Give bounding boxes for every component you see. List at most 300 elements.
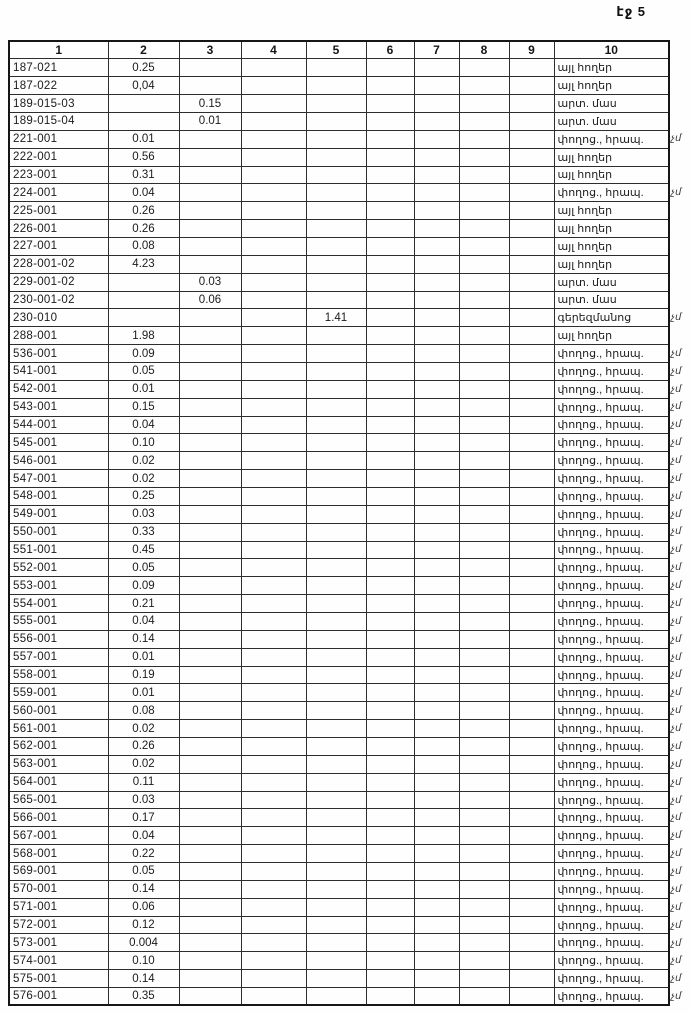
cell-col3 <box>179 970 241 988</box>
cell-col9 <box>509 95 554 113</box>
cell-col6 <box>366 362 414 380</box>
cell-col4 <box>241 827 306 845</box>
table-row <box>9 541 669 559</box>
cell-col8 <box>459 202 509 220</box>
cell-col4 <box>241 345 306 363</box>
cell-col9 <box>509 934 554 952</box>
cell-col2: 0.01 <box>108 130 179 148</box>
cell-col1: 568-001 <box>9 845 108 863</box>
table-row <box>9 237 669 255</box>
cell-col2: 0.09 <box>108 345 179 363</box>
cell-col7 <box>414 523 459 541</box>
cell-col4 <box>241 237 306 255</box>
cell-col3 <box>179 452 241 470</box>
cell-col2: 0.35 <box>108 988 179 1006</box>
cell-col2: 0.25 <box>108 487 179 505</box>
cell-col6 <box>366 898 414 916</box>
cell-col2: 0.08 <box>108 702 179 720</box>
cell-col2: 0.02 <box>108 470 179 488</box>
cell-col8 <box>459 237 509 255</box>
cell-col7 <box>414 202 459 220</box>
cell-col4 <box>241 684 306 702</box>
table-row <box>9 738 669 756</box>
handwritten-margin-note: չմ <box>671 848 682 860</box>
cell-col6 <box>366 59 414 77</box>
table-row <box>9 970 669 988</box>
handwritten-margin-note: չմ <box>671 723 682 735</box>
handwritten-margin-note: չմ <box>671 401 682 413</box>
cell-col8 <box>459 916 509 934</box>
cell-col9 <box>509 166 554 184</box>
table-row <box>9 130 669 148</box>
cell-col2: 0.33 <box>108 523 179 541</box>
cell-col8 <box>459 59 509 77</box>
cell-col4 <box>241 738 306 756</box>
cell-col2: 0.05 <box>108 863 179 881</box>
cell-col7 <box>414 898 459 916</box>
cell-col8 <box>459 345 509 363</box>
cell-col3 <box>179 327 241 345</box>
cell-col4 <box>241 702 306 720</box>
handwritten-margin-note: չմ <box>671 669 682 681</box>
cell-col2: 0.14 <box>108 970 179 988</box>
cell-col5 <box>306 130 366 148</box>
cell-col2: 0.02 <box>108 720 179 738</box>
cell-col3 <box>179 666 241 684</box>
cell-col5 <box>306 380 366 398</box>
cell-col5 <box>306 523 366 541</box>
table-row <box>9 863 669 881</box>
table-row <box>9 380 669 398</box>
cell-col5 <box>306 505 366 523</box>
cell-col7 <box>414 95 459 113</box>
cell-col7 <box>414 934 459 952</box>
cell-col8 <box>459 684 509 702</box>
cell-col3: 0.01 <box>179 112 241 130</box>
cell-col1: 227-001 <box>9 237 108 255</box>
table-row <box>9 809 669 827</box>
cell-col10: փողոց., հրապ. <box>554 130 669 148</box>
cell-col7 <box>414 59 459 77</box>
cell-col10: արտ. մաս <box>554 291 669 309</box>
cell-col1: 561-001 <box>9 720 108 738</box>
cell-col2: 0.15 <box>108 398 179 416</box>
cell-col5 <box>306 202 366 220</box>
cell-col2 <box>108 273 179 291</box>
cell-col5 <box>306 487 366 505</box>
cell-col6 <box>366 345 414 363</box>
table-row <box>9 291 669 309</box>
cell-col5 <box>306 916 366 934</box>
cell-col10: փողոց., հրապ. <box>554 559 669 577</box>
cell-col2: 0.12 <box>108 916 179 934</box>
cell-col4 <box>241 880 306 898</box>
cell-col6 <box>366 148 414 166</box>
cell-col9 <box>509 809 554 827</box>
cell-col9 <box>509 559 554 577</box>
cell-col3 <box>179 487 241 505</box>
cell-col2 <box>108 112 179 130</box>
cell-col8 <box>459 77 509 95</box>
handwritten-margin-note: չմ <box>671 919 682 931</box>
cell-col6 <box>366 559 414 577</box>
cell-col9 <box>509 362 554 380</box>
handwritten-margin-note: չմ <box>671 347 682 359</box>
page-number-label: էջ 5 <box>616 4 646 19</box>
cell-col9 <box>509 666 554 684</box>
cell-col9 <box>509 684 554 702</box>
cell-col8 <box>459 773 509 791</box>
cell-col1: 552-001 <box>9 559 108 577</box>
cell-col8 <box>459 738 509 756</box>
cell-col10: փողոց., հրապ. <box>554 791 669 809</box>
cell-col4 <box>241 988 306 1006</box>
cell-col2: 0.01 <box>108 380 179 398</box>
cell-col4 <box>241 613 306 631</box>
cell-col3: 0.06 <box>179 291 241 309</box>
cell-col5 <box>306 112 366 130</box>
cell-col7 <box>414 148 459 166</box>
cell-col9 <box>509 327 554 345</box>
cell-col6 <box>366 755 414 773</box>
cell-col6 <box>366 952 414 970</box>
cell-col8 <box>459 666 509 684</box>
cell-col10: փողոց., հրապ. <box>554 362 669 380</box>
cell-col7 <box>414 166 459 184</box>
handwritten-margin-note: չմ <box>671 758 682 770</box>
cell-col9 <box>509 773 554 791</box>
cell-col10: փողոց., հրապ. <box>554 541 669 559</box>
cell-col1: 549-001 <box>9 505 108 523</box>
cell-col10: փողոց., հրապ. <box>554 452 669 470</box>
cell-col1: 541-001 <box>9 362 108 380</box>
cell-col3 <box>179 952 241 970</box>
cell-col4 <box>241 309 306 327</box>
cell-col5 <box>306 470 366 488</box>
cell-col2: 0.09 <box>108 577 179 595</box>
cell-col1: 571-001 <box>9 898 108 916</box>
cell-col3 <box>179 202 241 220</box>
cell-col9 <box>509 702 554 720</box>
cell-col6 <box>366 327 414 345</box>
cell-col2: 0.26 <box>108 738 179 756</box>
cell-col8 <box>459 380 509 398</box>
cell-col8 <box>459 130 509 148</box>
cell-col10: այլ հողեր <box>554 77 669 95</box>
cell-col4 <box>241 380 306 398</box>
cell-col7 <box>414 720 459 738</box>
cell-col5 <box>306 827 366 845</box>
cell-col10: արտ. մաս <box>554 273 669 291</box>
cell-col5 <box>306 452 366 470</box>
cell-col7 <box>414 77 459 95</box>
cell-col2: 0.14 <box>108 630 179 648</box>
handwritten-margin-note: չմ <box>671 705 682 717</box>
cell-col4 <box>241 452 306 470</box>
cell-col10: փողոց., հրապ. <box>554 809 669 827</box>
cell-col6 <box>366 577 414 595</box>
cell-col5 <box>306 613 366 631</box>
cell-col4 <box>241 666 306 684</box>
cell-col1: 550-001 <box>9 523 108 541</box>
cell-col9 <box>509 720 554 738</box>
cell-col7 <box>414 380 459 398</box>
cell-col1: 553-001 <box>9 577 108 595</box>
cell-col7 <box>414 702 459 720</box>
cell-col8 <box>459 827 509 845</box>
column-header-6: 6 <box>366 41 414 59</box>
cell-col8 <box>459 327 509 345</box>
cell-col8 <box>459 613 509 631</box>
cell-col4 <box>241 648 306 666</box>
cell-col6 <box>366 95 414 113</box>
cell-col8 <box>459 291 509 309</box>
cell-col1: 565-001 <box>9 791 108 809</box>
cell-col10: փողոց., հրապ. <box>554 434 669 452</box>
table-row <box>9 880 669 898</box>
cell-col6 <box>366 77 414 95</box>
cell-col10: փողոց., հրապ. <box>554 505 669 523</box>
cell-col7 <box>414 613 459 631</box>
cell-col8 <box>459 166 509 184</box>
cell-col5 <box>306 220 366 238</box>
cell-col10: փողոց., հրապ. <box>554 470 669 488</box>
cell-col7 <box>414 988 459 1006</box>
table-row <box>9 952 669 970</box>
cell-col6 <box>366 613 414 631</box>
cell-col6 <box>366 934 414 952</box>
cell-col1: 564-001 <box>9 773 108 791</box>
handwritten-margin-note: չմ <box>671 133 682 145</box>
cell-col9 <box>509 755 554 773</box>
cell-col7 <box>414 220 459 238</box>
cell-col9 <box>509 827 554 845</box>
cell-col8 <box>459 559 509 577</box>
cell-col1: 230-001-02 <box>9 291 108 309</box>
cell-col2: 0.56 <box>108 148 179 166</box>
cell-col2: 0.01 <box>108 684 179 702</box>
cell-col2: 1.98 <box>108 327 179 345</box>
cell-col10: փողոց., հրապ. <box>554 845 669 863</box>
cell-col6 <box>366 720 414 738</box>
cell-col7 <box>414 345 459 363</box>
handwritten-margin-note: չմ <box>671 312 682 324</box>
handwritten-margin-note: չմ <box>671 562 682 574</box>
cell-col6 <box>366 184 414 202</box>
cell-col8 <box>459 487 509 505</box>
cell-col2: 0.10 <box>108 952 179 970</box>
cell-col6 <box>366 666 414 684</box>
cell-col7 <box>414 362 459 380</box>
cell-col5 <box>306 559 366 577</box>
cell-col5 <box>306 345 366 363</box>
cell-col8 <box>459 309 509 327</box>
cell-col10: փողոց., հրապ. <box>554 773 669 791</box>
table-row <box>9 166 669 184</box>
cell-col7 <box>414 755 459 773</box>
cell-col3 <box>179 505 241 523</box>
cell-col6 <box>366 684 414 702</box>
cell-col6 <box>366 630 414 648</box>
handwritten-margin-note: չմ <box>671 365 682 377</box>
cell-col10: փողոց., հրապ. <box>554 880 669 898</box>
cell-col4 <box>241 220 306 238</box>
table-row <box>9 648 669 666</box>
cell-col4 <box>241 934 306 952</box>
cell-col10: փողոց., հրապ. <box>554 916 669 934</box>
cell-col9 <box>509 487 554 505</box>
cell-col2: 0.31 <box>108 166 179 184</box>
cell-col5 <box>306 59 366 77</box>
cell-col6 <box>366 380 414 398</box>
cell-col3 <box>179 863 241 881</box>
cell-col9 <box>509 112 554 130</box>
cell-col9 <box>509 291 554 309</box>
cell-col5 <box>306 273 366 291</box>
cell-col6 <box>366 416 414 434</box>
cell-col2: 0.08 <box>108 237 179 255</box>
cell-col7 <box>414 184 459 202</box>
cell-col3 <box>179 541 241 559</box>
cell-col3 <box>179 809 241 827</box>
cell-col2: 0.05 <box>108 559 179 577</box>
cell-col7 <box>414 416 459 434</box>
cell-col2: 0.04 <box>108 827 179 845</box>
cell-col5 <box>306 791 366 809</box>
cell-col3 <box>179 684 241 702</box>
cell-col4 <box>241 523 306 541</box>
cell-col8 <box>459 648 509 666</box>
cell-col6 <box>366 791 414 809</box>
cell-col6 <box>366 470 414 488</box>
cell-col9 <box>509 470 554 488</box>
handwritten-margin-note: չմ <box>671 651 682 663</box>
cell-col9 <box>509 273 554 291</box>
cell-col8 <box>459 112 509 130</box>
cell-col2: 0.02 <box>108 452 179 470</box>
cell-col2: 0.03 <box>108 505 179 523</box>
cell-col7 <box>414 291 459 309</box>
column-header-10: 10 <box>554 41 669 59</box>
cell-col7 <box>414 952 459 970</box>
cell-col9 <box>509 630 554 648</box>
cell-col6 <box>366 970 414 988</box>
cell-col2: 0.04 <box>108 184 179 202</box>
cell-col3 <box>179 416 241 434</box>
cell-col4 <box>241 720 306 738</box>
cell-col4 <box>241 202 306 220</box>
cell-col10: փողոց., հրապ. <box>554 523 669 541</box>
cell-col8 <box>459 255 509 273</box>
handwritten-margin-note: չմ <box>671 883 682 895</box>
handwritten-margin-note: չմ <box>671 991 682 1003</box>
cell-col10: այլ հողեր <box>554 327 669 345</box>
cell-col10: փողոց., հրապ. <box>554 577 669 595</box>
table-row <box>9 487 669 505</box>
cell-col3 <box>179 309 241 327</box>
cell-col1: 288-001 <box>9 327 108 345</box>
cell-col9 <box>509 845 554 863</box>
cell-col3 <box>179 791 241 809</box>
cell-col9 <box>509 577 554 595</box>
cell-col3: 0.15 <box>179 95 241 113</box>
cell-col8 <box>459 452 509 470</box>
cell-col6 <box>366 309 414 327</box>
cell-col6 <box>366 595 414 613</box>
cell-col5 <box>306 595 366 613</box>
cell-col1: 228-001-02 <box>9 255 108 273</box>
cell-col5 <box>306 684 366 702</box>
cell-col4 <box>241 898 306 916</box>
cell-col7 <box>414 845 459 863</box>
cell-col4 <box>241 541 306 559</box>
cell-col7 <box>414 255 459 273</box>
cell-col6 <box>366 505 414 523</box>
cell-col2: 0.14 <box>108 880 179 898</box>
table-row <box>9 684 669 702</box>
cell-col9 <box>509 380 554 398</box>
cell-col2: 0.10 <box>108 434 179 452</box>
handwritten-margin-note: չմ <box>671 580 682 592</box>
handwritten-margin-note: չմ <box>671 687 682 699</box>
cell-col5 <box>306 880 366 898</box>
cell-col7 <box>414 130 459 148</box>
cell-col9 <box>509 613 554 631</box>
handwritten-margin-note: չմ <box>671 597 682 609</box>
cell-col3 <box>179 898 241 916</box>
cell-col9 <box>509 523 554 541</box>
cell-col3 <box>179 595 241 613</box>
cell-col7 <box>414 470 459 488</box>
cell-col3 <box>179 577 241 595</box>
cell-col3 <box>179 380 241 398</box>
cell-col4 <box>241 559 306 577</box>
cell-col10: փողոց., հրապ. <box>554 684 669 702</box>
margin-notes-column <box>671 0 690 1014</box>
cell-col2 <box>108 309 179 327</box>
cell-col9 <box>509 738 554 756</box>
cell-col1: 544-001 <box>9 416 108 434</box>
cell-col3 <box>179 523 241 541</box>
cell-col4 <box>241 952 306 970</box>
cell-col6 <box>366 738 414 756</box>
cell-col1: 570-001 <box>9 880 108 898</box>
cell-col1: 551-001 <box>9 541 108 559</box>
cell-col4 <box>241 327 306 345</box>
cell-col1: 575-001 <box>9 970 108 988</box>
cell-col3 <box>179 720 241 738</box>
handwritten-margin-note: չմ <box>671 901 682 913</box>
cell-col1: 226-001 <box>9 220 108 238</box>
table-row <box>9 791 669 809</box>
cell-col4 <box>241 291 306 309</box>
cell-col9 <box>509 505 554 523</box>
cell-col3 <box>179 166 241 184</box>
cell-col5 <box>306 362 366 380</box>
cell-col10: արտ. մաս <box>554 95 669 113</box>
cell-col9 <box>509 130 554 148</box>
cell-col5 <box>306 755 366 773</box>
cell-col3 <box>179 362 241 380</box>
cell-col1: 223-001 <box>9 166 108 184</box>
cell-col5 <box>306 291 366 309</box>
cell-col4 <box>241 916 306 934</box>
handwritten-margin-note: չմ <box>671 526 682 538</box>
cell-col9 <box>509 595 554 613</box>
cell-col6 <box>366 130 414 148</box>
cell-col10: փողոց., հրապ. <box>554 398 669 416</box>
cell-col2: 0.19 <box>108 666 179 684</box>
